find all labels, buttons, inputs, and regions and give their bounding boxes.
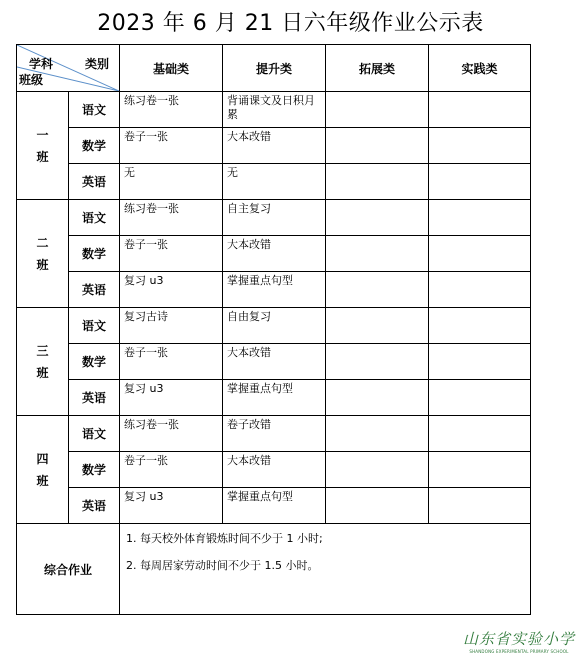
basic-homework-cell: [120, 128, 223, 164]
table-row: [17, 380, 531, 416]
extend-homework-cell: [326, 488, 429, 524]
practice-homework-text: [429, 380, 530, 412]
extend-homework-cell: [326, 344, 429, 380]
table-row: [17, 200, 531, 236]
column-header-basic: 基础类: [120, 45, 223, 92]
class-name-cell: 三 班: [17, 308, 69, 416]
class-name-cell: 一 班: [17, 92, 69, 200]
basic-homework-cell: [120, 272, 223, 308]
basic-homework-text: 卷子一张: [124, 130, 168, 143]
improve-homework-cell: [223, 452, 326, 488]
page-title: 2023 年 6 月 21 日六年级作业公示表: [97, 11, 484, 36]
basic-homework-text: 无: [124, 166, 135, 179]
improve-homework-cell: [223, 380, 326, 416]
practice-homework-cell: [429, 92, 531, 128]
table-row: [17, 92, 531, 128]
subject-cell: 英语: [69, 380, 120, 416]
extend-homework-cell: [326, 164, 429, 200]
extend-homework-text: [326, 200, 428, 232]
improve-homework-text: 无: [227, 166, 238, 179]
practice-homework-cell: [429, 200, 531, 236]
basic-homework-cell: [120, 488, 223, 524]
practice-homework-cell: [429, 416, 531, 452]
practice-homework-cell: [429, 236, 531, 272]
basic-homework-text: 练习卷一张: [124, 94, 179, 107]
table-row: [17, 272, 531, 308]
table-row: [17, 236, 531, 272]
extend-homework-text: [326, 128, 428, 160]
practice-homework-text: [429, 452, 530, 484]
homework-table: [16, 44, 531, 615]
table-row: [17, 308, 531, 344]
improve-homework-cell: [223, 200, 326, 236]
improve-homework-cell: [223, 92, 326, 128]
practice-homework-cell: [429, 272, 531, 308]
basic-homework-cell: [120, 380, 223, 416]
improve-homework-cell: [223, 128, 326, 164]
diag-subject-label: 学科: [29, 57, 54, 71]
table-row: [17, 416, 531, 452]
practice-homework-cell: [429, 164, 531, 200]
subject-cell: 语文: [69, 92, 120, 128]
basic-homework-text: 复习 u3: [124, 490, 164, 503]
basic-homework-text: 复习 u3: [124, 382, 164, 395]
improve-homework-cell: [223, 416, 326, 452]
improve-homework-text: 大本改错: [227, 454, 271, 467]
subject-cell: 英语: [69, 164, 120, 200]
extend-homework-cell: [326, 92, 429, 128]
column-header-improve: 提升类: [223, 45, 326, 92]
practice-homework-cell: [429, 308, 531, 344]
extend-homework-cell: [326, 380, 429, 416]
practice-homework-text: [429, 488, 530, 520]
improve-homework-cell: [223, 488, 326, 524]
summary-content-cell: [120, 524, 531, 615]
extend-homework-cell: [326, 308, 429, 344]
extend-homework-text: [326, 488, 428, 520]
practice-homework-text: [429, 92, 530, 124]
extend-homework-cell: [326, 236, 429, 272]
extend-homework-text: [326, 92, 428, 124]
table-row: [17, 344, 531, 380]
summary-row: [17, 524, 531, 615]
basic-homework-text: 练习卷一张: [124, 202, 179, 215]
improve-homework-text: 掌握重点句型: [227, 274, 293, 287]
extend-homework-text: [326, 416, 428, 448]
extend-homework-text: [326, 164, 428, 196]
improve-homework-cell: [223, 344, 326, 380]
practice-homework-text: [429, 308, 530, 340]
practice-homework-cell: [429, 488, 531, 524]
subject-cell: 数学: [69, 236, 120, 272]
improve-homework-text: 大本改错: [227, 238, 271, 251]
column-header-extend: 拓展类: [326, 45, 429, 92]
table-row: [17, 128, 531, 164]
subject-cell: 数学: [69, 344, 120, 380]
extend-homework-text: [326, 236, 428, 268]
basic-homework-text: 卷子一张: [124, 346, 168, 359]
improve-homework-text: 掌握重点句型: [227, 490, 293, 503]
extend-homework-cell: [326, 200, 429, 236]
practice-homework-text: [429, 416, 530, 448]
extend-homework-cell: [326, 272, 429, 308]
basic-homework-text: 卷子一张: [124, 454, 168, 467]
practice-homework-text: [429, 164, 530, 196]
logo-name-en: SHANDONG EXPERIMENTAL PRIMARY SCHOOL: [469, 649, 569, 654]
summary-label: 综合作业: [17, 524, 120, 615]
improve-homework-cell: [223, 308, 326, 344]
subject-cell: 英语: [69, 488, 120, 524]
practice-homework-text: [429, 128, 530, 160]
basic-homework-cell: [120, 164, 223, 200]
practice-homework-cell: [429, 344, 531, 380]
improve-homework-text: 自由复习: [227, 310, 271, 323]
practice-homework-text: [429, 272, 530, 304]
table-row: [17, 452, 531, 488]
extend-homework-text: [326, 308, 428, 340]
table-row: [17, 488, 531, 524]
extend-homework-cell: [326, 452, 429, 488]
summary-item: 2. 每周居家劳动时间不少于 1.5 小时。: [126, 559, 319, 572]
extend-homework-text: [326, 452, 428, 484]
practice-homework-text: [429, 344, 530, 376]
practice-homework-text: [429, 200, 530, 232]
class-name-cell: 四 班: [17, 416, 69, 524]
improve-homework-text: 自主复习: [227, 202, 271, 215]
basic-homework-text: 练习卷一张: [124, 418, 179, 431]
extend-homework-cell: [326, 416, 429, 452]
table-row: [17, 164, 531, 200]
subject-cell: 语文: [69, 200, 120, 236]
diag-class-label: 班级: [19, 73, 44, 87]
subject-cell: 语文: [69, 308, 120, 344]
basic-homework-text: 复习 u3: [124, 274, 164, 287]
practice-homework-text: [429, 236, 530, 268]
class-name-cell: 二 班: [17, 200, 69, 308]
basic-homework-text: 卷子一张: [124, 238, 168, 251]
improve-homework-cell: [223, 236, 326, 272]
basic-homework-text: 复习古诗: [124, 310, 168, 323]
improve-homework-text: 背诵课文及日积月累: [227, 94, 315, 121]
improve-homework-cell: [223, 272, 326, 308]
extend-homework-text: [326, 380, 428, 412]
basic-homework-cell: [120, 200, 223, 236]
improve-homework-text: 大本改错: [227, 130, 271, 143]
improve-homework-text: 卷子改错: [227, 418, 271, 431]
basic-homework-cell: [120, 236, 223, 272]
extend-homework-text: [326, 272, 428, 304]
column-header-practice: 实践类: [429, 45, 531, 92]
improve-homework-cell: [223, 164, 326, 200]
diag-category-label: 类别: [84, 57, 109, 71]
improve-homework-text: 大本改错: [227, 346, 271, 359]
summary-item: 1. 每天校外体育锻炼时间不少于 1 小时;: [126, 532, 323, 545]
diagonal-header-cell: [17, 45, 120, 92]
subject-cell: 数学: [69, 128, 120, 164]
basic-homework-cell: [120, 344, 223, 380]
extend-homework-cell: [326, 128, 429, 164]
basic-homework-cell: [120, 452, 223, 488]
logo-name-cn: 山东省实验小学: [462, 630, 575, 648]
practice-homework-cell: [429, 380, 531, 416]
subject-cell: 数学: [69, 452, 120, 488]
basic-homework-cell: [120, 416, 223, 452]
extend-homework-text: [326, 344, 428, 376]
subject-cell: 语文: [69, 416, 120, 452]
practice-homework-cell: [429, 128, 531, 164]
practice-homework-cell: [429, 452, 531, 488]
basic-homework-cell: [120, 308, 223, 344]
subject-cell: 英语: [69, 272, 120, 308]
improve-homework-text: 掌握重点句型: [227, 382, 293, 395]
school-logo: [463, 628, 575, 654]
basic-homework-cell: [120, 92, 223, 128]
